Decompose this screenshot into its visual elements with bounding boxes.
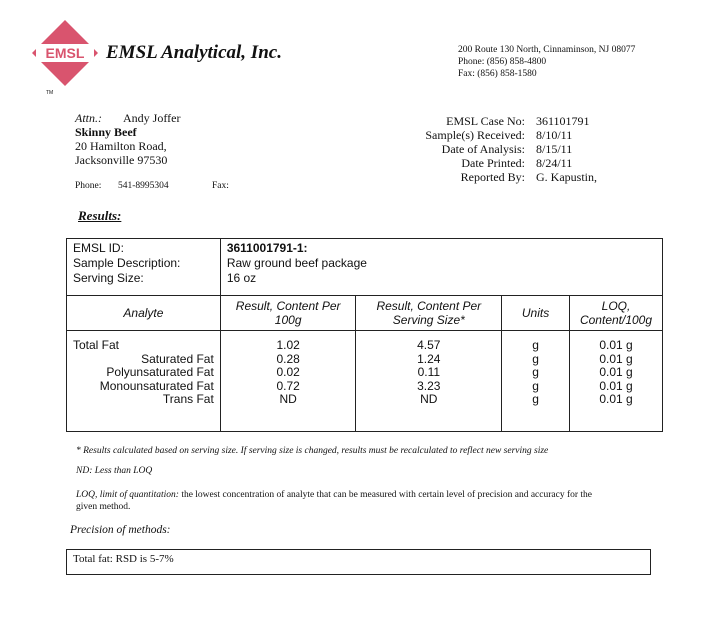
- serving-value: ND: [420, 392, 438, 406]
- loq-header-l1: LOQ,: [601, 299, 631, 313]
- precision-text: Total fat: RSD is 5-7%: [73, 553, 174, 565]
- loq-value: 0.01 g: [599, 365, 633, 379]
- analyte-name: Monounsaturated Fat: [99, 378, 214, 393]
- per100-value: 0.28: [276, 351, 300, 366]
- per100-value: 0.02: [276, 365, 300, 379]
- reported-value: G. Kapustin,: [536, 170, 597, 184]
- loq-def-cont: given method.: [76, 502, 131, 512]
- company-name: EMSL Analytical, Inc.: [106, 42, 282, 63]
- logo-text: EMSL: [45, 45, 85, 61]
- serving-value: 4.57: [417, 338, 441, 352]
- case-no-label: EMSL Case No:: [446, 114, 525, 128]
- per-serving-header-l2: Serving Size*: [392, 313, 465, 327]
- unit-value: g: [532, 365, 539, 379]
- per100-value: 1.02: [276, 338, 300, 352]
- serving-size-value: 16 oz: [226, 271, 257, 285]
- attn-label: Attn.:: [75, 111, 102, 125]
- analyte-name: Polyunsaturated Fat: [106, 365, 214, 379]
- client-street: 20 Hamilton Road,: [75, 139, 167, 153]
- attn-name: Andy Joffer: [123, 111, 181, 125]
- per-serving-header: [356, 296, 502, 331]
- serving-value: 1.24: [417, 351, 441, 366]
- printed-label: Date Printed:: [461, 156, 525, 170]
- data-row: [67, 331, 663, 432]
- nd-note: ND: Less than LOQ: [76, 466, 153, 476]
- per100-value: ND: [279, 392, 297, 406]
- printed-value: 8/24/11: [536, 156, 573, 170]
- lab-fax: Fax: (856) 858-1580: [458, 69, 537, 79]
- serving-note: * Results calculated based on serving size. If serving size is changed, results must be recalculated to reflect new serving size: [76, 446, 549, 456]
- serving-size-label: Serving Size:: [73, 271, 144, 285]
- loq-value: 0.01 g: [599, 378, 633, 393]
- unit-value: g: [532, 378, 539, 393]
- analyte-name: Trans Fat: [162, 392, 214, 406]
- client-fax-label: Fax:: [212, 181, 229, 191]
- per100-header: Result, Content Per 100g: [220, 296, 356, 331]
- per100-value: 0.72: [276, 378, 300, 393]
- received-label: Sample(s) Received:: [425, 128, 525, 142]
- loq-header-l2: Content/100g: [579, 313, 653, 327]
- analyte-header: Analyte: [67, 296, 221, 331]
- analysis-label: Date of Analysis:: [441, 142, 525, 156]
- lab-phone: Phone: (856) 858-4800: [458, 57, 547, 67]
- client-company: Skinny Beef: [75, 125, 137, 139]
- loq-header: [570, 296, 663, 331]
- sample-info-row: [67, 239, 663, 296]
- units-header: Units: [502, 296, 570, 331]
- analyte-name: Total Fat: [73, 338, 120, 352]
- logo-trademark: TM: [46, 90, 54, 96]
- client-phone-label: Phone:: [75, 181, 102, 191]
- per-serving-header-l1: Result, Content Per: [376, 299, 482, 313]
- loq-def-text: the lowest concentration of analyte that can be measured with certain level of precision and accuracy for the: [181, 490, 593, 500]
- client-phone: 541-8995304: [118, 181, 169, 191]
- emsl-id-value: 3611001791-1:: [226, 241, 308, 255]
- results-heading: Results:: [78, 208, 122, 223]
- loq-definition: [76, 490, 592, 500]
- unit-value: g: [532, 338, 539, 352]
- unit-value: g: [532, 351, 539, 366]
- case-no-value: 361101791: [536, 114, 590, 128]
- analysis-value: 8/15/11: [536, 142, 573, 156]
- loq-value: 0.01 g: [599, 351, 633, 366]
- client-city: Jacksonville 97530: [75, 153, 168, 167]
- lab-address: 200 Route 130 North, Cinnaminson, NJ 08077: [458, 45, 636, 55]
- serving-value: 0.11: [417, 365, 441, 379]
- emsl-logo: [30, 18, 100, 88]
- column-header-row: [67, 296, 663, 331]
- precision-box: [66, 549, 651, 575]
- analyte-name: Saturated Fat: [141, 351, 214, 366]
- loq-value: 0.01 g: [599, 338, 633, 352]
- received-value: 8/10/11: [536, 128, 573, 142]
- loq-value: 0.01 g: [599, 392, 633, 406]
- unit-value: g: [532, 392, 539, 406]
- results-table: [66, 238, 663, 432]
- sample-desc-value: Raw ground beef package: [226, 256, 367, 270]
- emsl-id-label: EMSL ID:: [73, 241, 124, 255]
- serving-value: 3.23: [417, 378, 441, 393]
- sample-desc-label: Sample Description:: [73, 256, 181, 270]
- loq-term: LOQ, limit of quantitation:: [76, 490, 179, 500]
- reported-label: Reported By:: [460, 170, 525, 184]
- precision-heading: Precision of methods:: [70, 524, 171, 536]
